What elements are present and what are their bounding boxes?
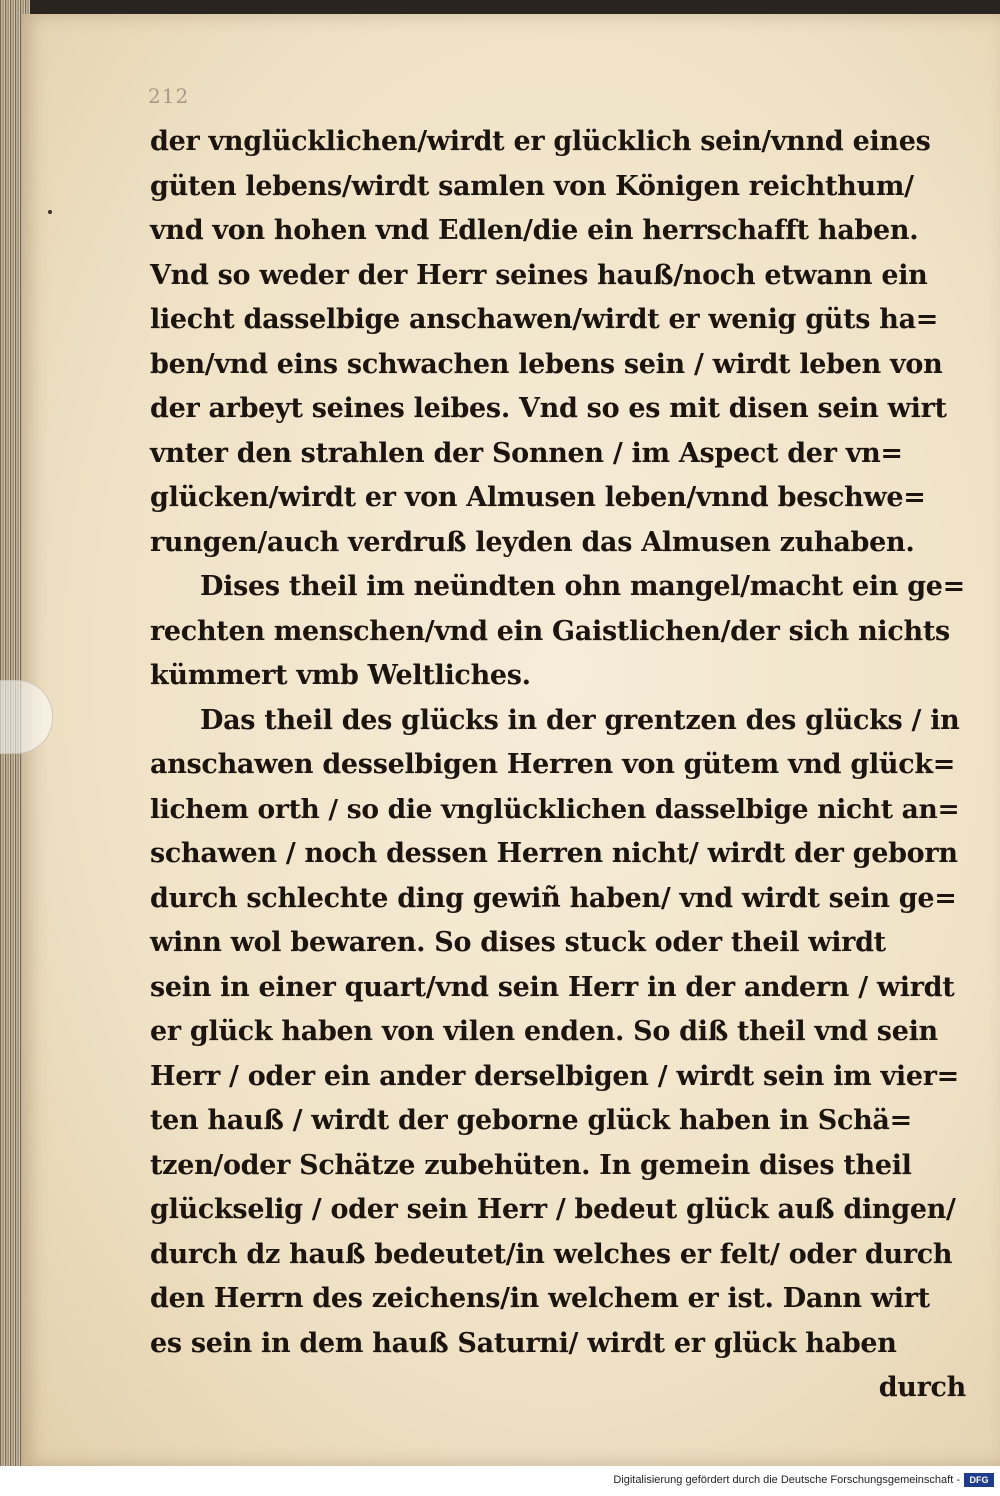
text-line: der vnglücklichen/wirdt er glücklich sein/vnnd eines (150, 126, 931, 157)
text-line: er glück haben von vilen enden. So diß theil vnd sein (150, 1016, 938, 1047)
text-line: lichem orth / so die vnglücklichen dasselbige nicht an= (150, 793, 960, 825)
text-line: rungen/auch verdruß leyden das Almusen zuhaben. (150, 526, 915, 558)
text-line-paragraph-start: Dises theil im neündten ohn mangel/macht ein ge= (200, 571, 965, 602)
text-line: der arbeyt seines leibes. Vnd so es mit disen sein wirt (150, 393, 947, 424)
text-line: vnd von hohen vnd Edlen/die ein herrschafft haben. (150, 215, 919, 246)
page-number: 212 (148, 84, 190, 108)
text-line: ben/vnd eins schwachen lebens sein / wirdt leben von (150, 348, 943, 380)
text-line: Vnd so weder der Herr seines hauß/noch etwann ein (150, 259, 928, 291)
text-line: sein in einer quart/vnd sein Herr in der andern / wirdt (150, 971, 955, 1003)
footer-bar (0, 1466, 1000, 1496)
text-line: durch schlechte ding gewiñ haben/ vnd wirdt sein ge= (150, 882, 957, 914)
catchword: durch (878, 1372, 966, 1403)
text-line: glückselig / oder sein Herr / bedeut glück auß dingen/ (150, 1194, 956, 1225)
text-line: Herr / oder ein ander derselbigen / wirdt sein im vier= (150, 1060, 960, 1092)
text-block (150, 120, 970, 1411)
text-line: güten lebens/wirdt samlen von Königen reichthum/ (150, 170, 914, 202)
text-line-paragraph-start: Das theil des glücks in der grentzen des glücks / in (200, 704, 960, 736)
text-line: anschawen desselbigen Herren von gütem vnd glück= (150, 749, 956, 780)
margin-mark (48, 210, 52, 214)
dfg-logo-icon: DFG (964, 1473, 994, 1487)
text-line: durch dz hauß bedeutet/in welches er felt/ oder durch (150, 1238, 953, 1270)
text-line: kümmert vmb Weltliches. (150, 660, 531, 691)
text-line: ten hauß / wirdt der geborne glück haben in Schä= (150, 1105, 912, 1136)
text-line: den Herrn des zeichens/in welchem er ist. Dann wirt (150, 1283, 930, 1314)
text-line: schawen / noch dessen Herren nicht/ wirdt der geborn (150, 838, 958, 869)
text-line: glücken/wirdt er von Almusen leben/vnnd beschwe= (150, 482, 926, 513)
text-line: winn wol bewaren. So dises stuck oder theil wirdt (150, 927, 886, 958)
text-line: tzen/oder Schätze zubehüten. In gemein dises theil (150, 1149, 912, 1181)
text-line: vnter den strahlen der Sonnen / im Aspect der vn= (150, 437, 903, 469)
footer-credit: Digitalisierung gefördert durch die Deutsche Forschungsgemeinschaft - (613, 1474, 960, 1486)
text-line: liecht dasselbige anschawen/wirdt er wenig güts ha= (150, 304, 939, 335)
text-line: es sein in dem hauß Saturni/ wirdt er glück haben (150, 1327, 897, 1359)
text-line: rechten menschen/vnd ein Gaistlichen/der sich nichts (150, 615, 950, 647)
